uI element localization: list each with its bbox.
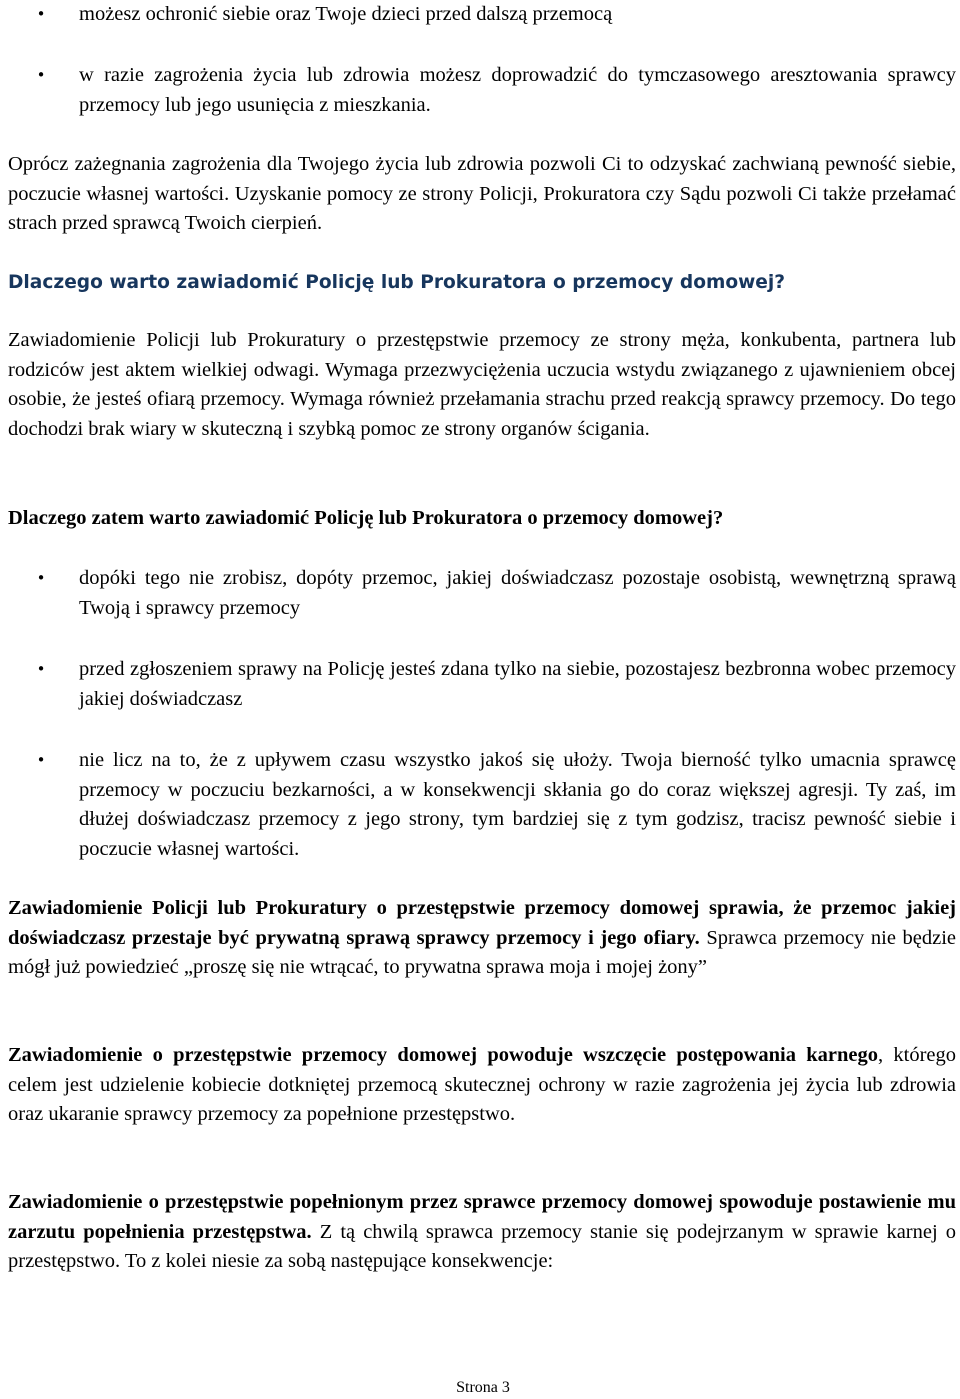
bullet-icon: •: [36, 66, 46, 84]
bullet-text: możesz ochronić siebie oraz Twoje dzieci przed dalszą przemocą: [79, 3, 613, 25]
page-number: Strona 3: [456, 1379, 510, 1396]
bullet-icon: •: [36, 5, 46, 23]
section-heading-why-report-then: Dlaczego zatem warto zawiadomić Policję lub Prokuratora o przemocy domowej?: [8, 507, 724, 529]
paragraph-recovery: Oprócz zażegnania zagrożenia dla Twojego życia lub zdrowia pozwoli Ci to odzyskać zachwianą pewność siebie, poczucie własnej wartości. Uzyskanie pomocy ze strony Policji, Prokuratora czy Sądu pozwoli Ci także przełamać strach przed sprawcą Twoich cierpień.: [8, 153, 956, 234]
bold-lead: Zawiadomienie Policji lub Prokuratury o przestępstwie przemocy domowej sprawia, że przemoc jakiej doświadczasz przestaje być prywatną sprawą sprawcy przemocy i jego ofiary.: [8, 897, 956, 949]
bold-lead: Zawiadomienie o przestępstwie przemocy domowej powoduje wszczęcie postępowania karnego: [8, 1044, 878, 1066]
bullet-icon: •: [36, 751, 46, 769]
body-text: , którego celem jest udzielenie kobiecie dotkniętej przemocą skutecznej ochrony w razie zagrożenia jej życia lub zdrowia oraz ukaranie sprawcy przemocy za popełnione przestępstwo.: [8, 1044, 956, 1125]
page-footer: [0, 1378, 960, 1398]
bullet-text: dopóki tego nie zrobisz, dopóty przemoc, jakiej doświadczasz pozostaje osobistą, wewnętrzną sprawą Twoją i sprawcy przemocy: [79, 567, 956, 619]
body-text: Z tą chwilą sprawca przemocy stanie się podejrzanym w sprawie karnej o przestępstwo. To z kolei niesie za sobą następujące konsekwencje:: [8, 1220, 956, 1272]
paragraph-not-private: [8, 894, 956, 983]
body-text: Sprawca przemocy nie będzie mógł już powiedzieć „proszę się nie wtrącać, to prywatna sprawa moja i mojej żony”: [8, 926, 956, 978]
paragraph-charges: [8, 1188, 956, 1277]
bullet-text: w razie zagrożenia życia lub zdrowia możesz doprowadzić do tymczasowego aresztowania sprawcy przemocy lub jego usunięcia z mieszkania.: [79, 64, 956, 116]
bullet-text: przed zgłoszeniem sprawy na Policję jesteś zdana tylko na siebie, pozostajesz bezbronna wobec przemocy jakiej doświadczasz: [79, 658, 956, 710]
paragraph-courage: Zawiadomienie Policji lub Prokuratury o przestępstwie przemocy ze strony męża, konkubenta, partnera lub rodziców jest aktem wielkiej odwagi. Wymaga przezwyciężenia uczucia wstydu związanego z ujawnieniem obcej osobie, że jesteś ofiarą przemocy. Wymaga również przełamania strachu przed reakcją sprawcy przemocy. Do tego dochodzi brak wiary w skuteczną i szybką pomoc ze strony organów ścigania.: [8, 329, 956, 440]
section-heading-why-report: Dlaczego warto zawiadomić Policję lub Prokuratora o przemocy domowej?: [8, 272, 786, 293]
bold-lead: Zawiadomienie o przestępstwie popełnionym przez sprawce przemocy domowej spowoduje postawienie mu zarzutu popełnienia przestępstwa.: [8, 1191, 956, 1243]
bullet-icon: •: [36, 660, 46, 678]
bullet-text: nie licz na to, że z upływem czasu wszystko jakoś się ułoży. Twoja bierność tylko umacnia sprawcę przemocy w poczuciu bezkarności, a w konsekwencji skłania go do coraz większej agresji. Ty zaś, im dłużej doświadczasz przemocy z jego strony, tym bardziej się z tym godzisz, tracisz pewność siebie i poczucie własnej wartości.: [79, 749, 956, 860]
paragraph-criminal-proceedings: [8, 1041, 956, 1130]
bullet-icon: •: [36, 569, 46, 587]
